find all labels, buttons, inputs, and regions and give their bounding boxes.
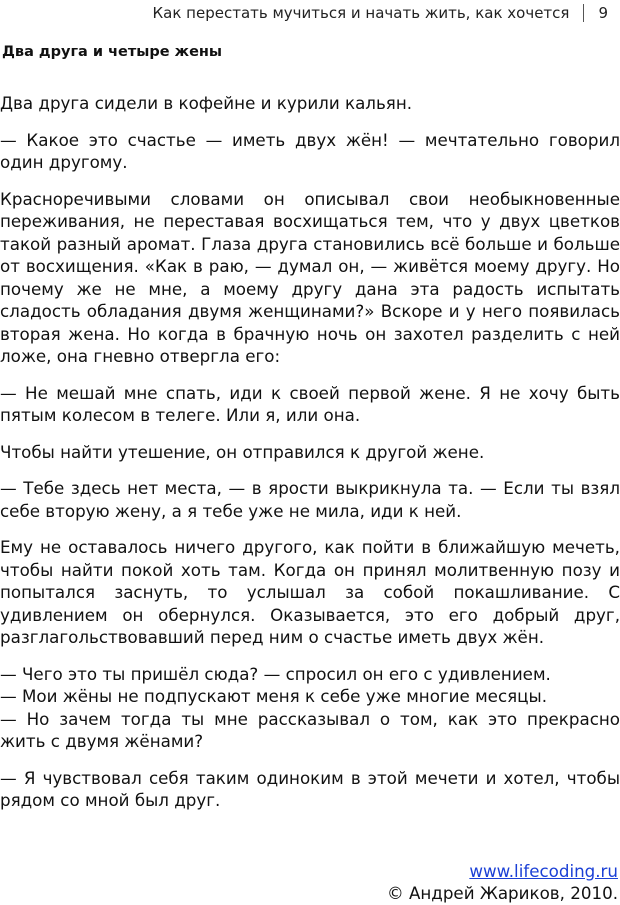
- paragraph-3: Красноречивыми словами он описывал свои необыкновенные переживания, не переставая восхищаться тем, что у двух цветков такой разный аромат. Глаза друга становились всё больше и больше от восхищения. «Как в раю, — думал он, — живётся моему другу. Но почему же не мне, а моему другу дана эта радость испытать сладость обладания двумя женщинами?» Вскоре и у него появилась вторая жена. Но когда в брачную ночь он захотел разделить с ней ложе, она гневно отвергла его:: [0, 188, 620, 366]
- dialogue-block: [0, 663, 620, 753]
- header-divider: [583, 4, 584, 22]
- paragraph-7: Ему не оставалось ничего другого, как пойти в ближайшую мечеть, чтобы найти покой хоть там. Когда он принял молитвенную позу и попытался заснуть, то услышал за собой покашливание. С удивлением он обернулся. Оказывается, это его добрый друг, разглагольствовавший перед ним о счастье иметь двух жён.: [0, 537, 620, 647]
- paragraph-5: Чтобы найти утешение, он отправился к другой жене.: [0, 441, 485, 462]
- book-title: Как перестать мучиться и начать жить, как хочется: [152, 4, 570, 22]
- page-header: [153, 4, 608, 22]
- paragraph-1: Два друга сидели в кофейне и курили кальян.: [0, 93, 413, 113]
- dialogue-line-3: — Но зачем тогда ты мне рассказывал о том, как это прекрасно жить с двумя жёнами?: [0, 708, 620, 751]
- dialogue-line-2: — Мои жёны не подпускают меня к себе уже многие месяцы.: [0, 686, 547, 706]
- paragraph-last: — Я чувствовал себя таким одиноким в этой мечети и хотел, чтобы рядом со мной был друг.: [0, 767, 620, 810]
- paragraph-4: — Не мешай мне спать, иди к своей первой жене. Я не хочу быть пятым колесом в телеге. Или я, или она.: [0, 382, 620, 425]
- website-link[interactable]: www.lifecoding.ru: [469, 861, 618, 881]
- dialogue-line-1: — Чего это ты пришёл сюда? — спросил он его с удивлением.: [0, 663, 551, 684]
- copyright-text: © Андрей Жариков, 2010.: [386, 883, 618, 903]
- story-body: [0, 92, 620, 826]
- story-title: Два друга и четыре жены: [2, 44, 223, 60]
- page-footer: [387, 860, 618, 904]
- paragraph-2: — Какое это счастье — иметь двух жён! — мечтательно говорил один другому.: [0, 129, 620, 172]
- page-number: 9: [598, 4, 608, 22]
- paragraph-6: — Тебе здесь нет места, — в ярости выкрикнула та. — Если ты взял себе вторую жену, а я тебе уже не мила, иди к ней.: [0, 478, 620, 521]
